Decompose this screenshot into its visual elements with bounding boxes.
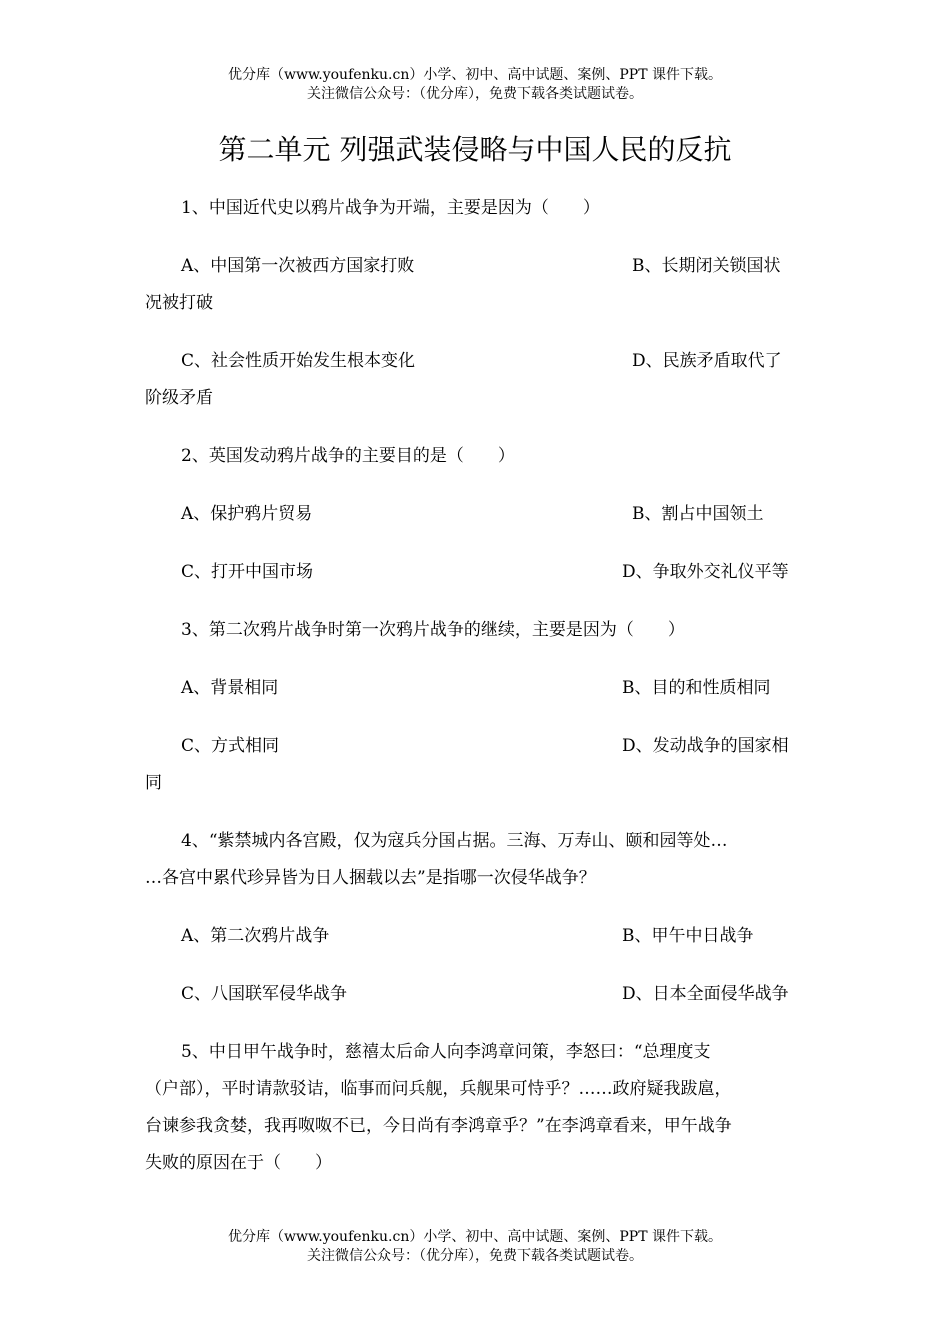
- q2-option-a: A、保护鸦片贸易: [181, 504, 313, 524]
- question-4-stem-line-2: …各宫中累代珍异皆为日人捆载以去”是指哪一次侵华战争？: [145, 868, 596, 888]
- question-5-stem-line-4: 失败的原因在于（ ）: [145, 1153, 332, 1173]
- q4-option-c: C、八国联军侵华战争: [181, 984, 348, 1004]
- question-5-stem-line-2: （户部），平时请款驳诘，临事而问兵舰，兵舰果可恃乎？……政府疑我跋扈，: [145, 1079, 732, 1099]
- page-header: [0, 66, 950, 104]
- q4-option-a: A、第二次鸦片战争: [181, 926, 330, 946]
- q3-option-c: C、方式相同: [181, 736, 280, 756]
- q1-option-c: C、社会性质开始发生根本变化: [181, 351, 416, 371]
- footer-line-2: 关注微信公众号：（优分库），免费下载各类试题试卷。: [307, 1248, 643, 1264]
- q4-option-d: D、日本全面侵华战争: [622, 984, 789, 1004]
- q1-option-a: A、中国第一次被西方国家打败: [181, 256, 415, 276]
- q1-option-b: B、长期闭关锁国状: [632, 256, 781, 276]
- q2-option-b: B、割占中国领土: [632, 504, 764, 524]
- q2-option-c: C、打开中国市场: [181, 562, 314, 582]
- q1-option-b-cont: 况被打破: [145, 293, 213, 313]
- q1-option-d-cont: 阶级矛盾: [145, 388, 213, 408]
- question-5-stem-line-1: 5、中日甲午战争时，慈禧太后命人向李鸿章问策，李怒曰：“总理度支: [181, 1042, 711, 1062]
- header-line-1: 优分库（www.youfenku.cn）小学、初中、高中试题、案例、PPT 课件下载。: [227, 67, 722, 83]
- q2-option-d: D、争取外交礼仪平等: [622, 562, 789, 582]
- question-2-stem: 2、英国发动鸦片战争的主要目的是（ ）: [181, 446, 515, 466]
- page-footer: [0, 1228, 950, 1266]
- question-4-stem-line-1: 4、“紫禁城内各宫殿，仅为寇兵分国占据。三海、万寿山、颐和园等处…: [181, 831, 728, 851]
- question-3-stem: 3、第二次鸦片战争时第一次鸦片战争的继续，主要是因为（ ）: [181, 620, 685, 640]
- page-title: 第二单元 列强武装侵略与中国人民的反抗: [218, 133, 732, 166]
- q4-option-b: B、甲午中日战争: [622, 926, 754, 946]
- footer-line-1: 优分库（www.youfenku.cn）小学、初中、高中试题、案例、PPT 课件下载。: [227, 1229, 722, 1245]
- q3-option-b: B、目的和性质相同: [622, 678, 771, 698]
- q3-option-a: A、背景相同: [181, 678, 279, 698]
- q3-option-d-cont: 同: [145, 773, 162, 793]
- question-5-stem-line-3: 台谏参我贪婪，我再呶呶不已，今日尚有李鸿章乎？”在李鸿章看来，甲午战争: [145, 1116, 732, 1136]
- q3-option-d: D、发动战争的国家相: [622, 736, 789, 756]
- q1-option-d: D、民族矛盾取代了: [632, 351, 782, 371]
- question-1-stem: 1、中国近代史以鸦片战争为开端，主要是因为（ ）: [181, 198, 600, 218]
- header-line-2: 关注微信公众号：（优分库），免费下载各类试题试卷。: [307, 86, 643, 102]
